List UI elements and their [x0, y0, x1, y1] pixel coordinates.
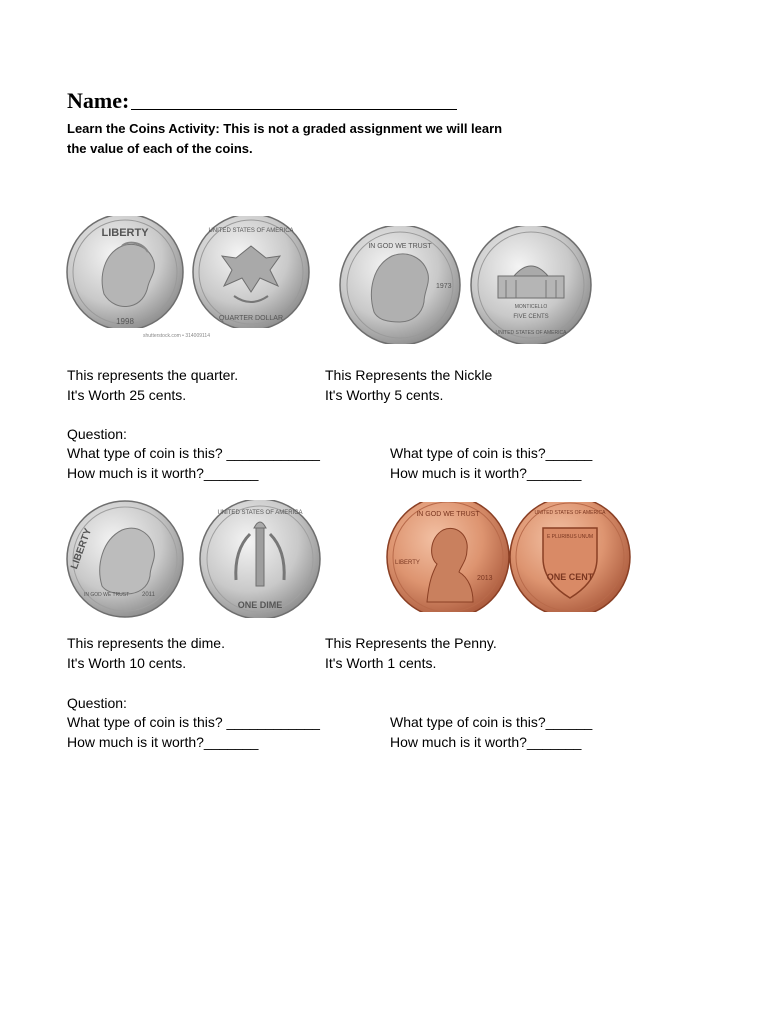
question-1-left-type[interactable]: What type of coin is this? ____________ [67, 445, 320, 461]
question-1-left-worth[interactable]: How much is it worth?_______ [67, 465, 259, 481]
question-1-right-type[interactable]: What type of coin is this?______ [390, 445, 593, 461]
intro-line-1: Learn the Coins Activity: This is not a graded assignment we will learn [67, 121, 503, 136]
dime-caption-line-2: It's Worth 10 cents. [67, 654, 187, 671]
intro-line-2: the value of each of the coins. [67, 140, 253, 156]
svg-text:UNITED STATES OF AMERICA: UNITED STATES OF AMERICA [217, 510, 303, 516]
penny-obverse [387, 502, 509, 612]
svg-text:E PLURIBUS UNUM: E PLURIBUS UNUM [546, 534, 594, 540]
nickel-caption [325, 366, 492, 405]
penny-caption-line-1: This Represents the Penny. [325, 635, 497, 651]
svg-text:UNITED STATES OF AMERICA: UNITED STATES OF AMERICA [495, 330, 567, 336]
nickel-image [338, 226, 594, 344]
quarter-image [64, 216, 312, 328]
svg-text:LIBERTY: LIBERTY [69, 526, 95, 571]
penny-caption-line-2: It's Worth 1 cents. [325, 654, 437, 671]
quarter-caption-line-1: This represents the quarter. [67, 367, 239, 383]
name-header [67, 88, 457, 114]
nickel-reverse [471, 226, 591, 344]
question-1-right-worth[interactable]: How much is it worth?_______ [390, 465, 582, 481]
question-2-left-worth[interactable]: How much is it worth?_______ [67, 734, 259, 750]
dime-image [64, 500, 322, 618]
svg-text:LIBERTY: LIBERTY [395, 560, 420, 566]
question-2-right-worth[interactable]: How much is it worth?_______ [390, 734, 582, 750]
image-credit: shutterstock.com • 314009114 [143, 333, 210, 339]
quarter-reverse [193, 216, 309, 328]
dime-reverse [200, 500, 320, 618]
question-2-left-type[interactable]: What type of coin is this? ____________ [67, 714, 320, 730]
nickel-obverse [340, 226, 460, 344]
penny-reverse [510, 502, 630, 612]
name-label: Name: [67, 88, 130, 113]
question-title-2: Question: [67, 695, 127, 711]
intro-text [67, 119, 517, 158]
svg-text:FIVE CENTS: FIVE CENTS [513, 314, 549, 320]
question-title-1: Question: [67, 426, 127, 442]
dime-caption [67, 634, 225, 673]
svg-text:UNITED STATES OF AMERICA: UNITED STATES OF AMERICA [534, 510, 606, 516]
svg-text:QUARTER DOLLAR: QUARTER DOLLAR [218, 315, 284, 322]
quarter-caption-line-2: It's Worth 25 cents. [67, 386, 187, 403]
svg-text:IN GOD WE TRUST: IN GOD WE TRUST [84, 592, 130, 598]
svg-text:IN GOD WE TRUST: IN GOD WE TRUST [368, 243, 432, 250]
svg-text:ONE DIME: ONE DIME [237, 600, 283, 610]
svg-text:1973: 1973 [436, 283, 452, 290]
svg-text:MONTICELLO: MONTICELLO [514, 304, 548, 310]
quarter-obverse [67, 216, 183, 328]
svg-text:2013: 2013 [477, 575, 493, 582]
question-2-right-type[interactable]: What type of coin is this?______ [390, 714, 593, 730]
svg-text:1998: 1998 [116, 317, 134, 326]
svg-text:UNITED STATES OF AMERICA: UNITED STATES OF AMERICA [208, 228, 294, 234]
svg-text:ONE CENT: ONE CENT [546, 572, 594, 582]
dime-caption-line-1: This represents the dime. [67, 635, 225, 651]
quarter-caption [67, 366, 238, 405]
penny-image [385, 502, 633, 612]
dime-obverse [67, 501, 183, 617]
nickel-caption-line-2: It's Worthy 5 cents. [325, 386, 444, 403]
name-blank-line[interactable] [131, 109, 457, 110]
svg-text:LIBERTY: LIBERTY [101, 227, 149, 239]
penny-caption [325, 634, 497, 673]
nickel-caption-line-1: This Represents the Nickle [325, 367, 493, 383]
svg-text:IN GOD WE TRUST: IN GOD WE TRUST [416, 511, 480, 518]
svg-text:2011: 2011 [142, 592, 155, 598]
